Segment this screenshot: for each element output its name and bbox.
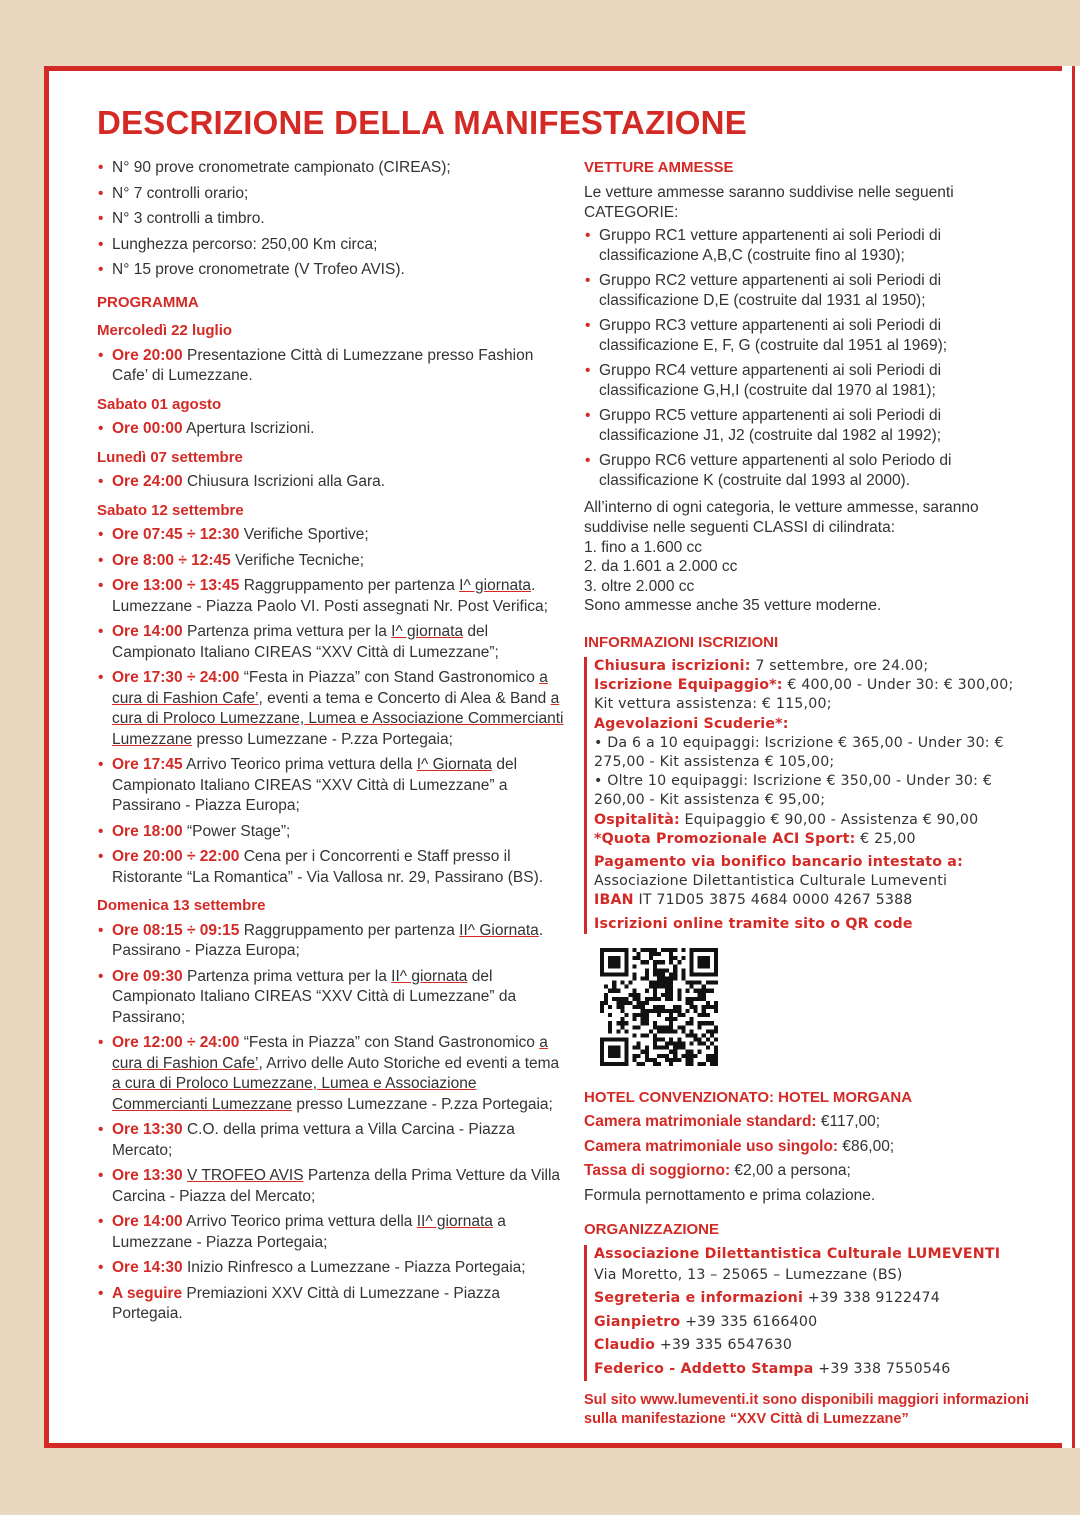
item-text: a Lumezzane - Piazza Portegaia; (112, 1213, 506, 1251)
classe-item: 2. da 1.601 a 2.000 cc (584, 558, 738, 575)
item-text: presso Lumezzane - P.zza Portegaia; (192, 730, 453, 748)
item-text: Arrivo Teorico prima vettura della (182, 756, 417, 773)
hotel-line: Formula pernottamento e prima colazione. (584, 1186, 876, 1204)
underlined-text: a cura di Proloco Lumezzane, Lumea e Associazione Commercianti Lumezzane (112, 1075, 477, 1113)
hotel-line (584, 1112, 1044, 1133)
info-line: • Oltre 10 equipaggi: Iscrizione € 350,00 - Under 30: € 260,00 - Kit assistenza € 95,00; (594, 773, 993, 809)
time-label: Ore 24:00 (112, 473, 183, 490)
hotel-label: Camera matrimoniale uso singolo: (584, 1137, 839, 1155)
hotel-label: Camera matrimoniale standard: (584, 1113, 817, 1131)
list-item (97, 346, 567, 387)
list-item: • Gruppo RC1 vetture appartenenti ai soli Periodi di classificazione A,B,C (costruite fino al 1930); (584, 226, 1044, 267)
org-contact (594, 1311, 1044, 1335)
contact-phone: +39 335 6547630 (655, 1337, 793, 1354)
underlined-text: I^ Giornata (416, 756, 493, 773)
info-label: Agevolazioni Scuderie*: (594, 715, 789, 732)
list-item (97, 847, 567, 888)
list-item (97, 472, 567, 493)
item-text: Partenza della Prima Vetture da Villa Carcina - Piazza del Mercato; (112, 1167, 561, 1205)
day-heading: Sabato 12 settembre (97, 501, 244, 519)
time-label: Ore 13:30 (112, 1121, 183, 1138)
info-label: Ospitalità: (594, 811, 680, 828)
time-label: Ore 20:00 (112, 346, 183, 364)
item-text: Cena per i Concorrenti e Staff presso il Ristorante “La Romantica” - Via Vallosa nr. 29, Passirano (BS). (112, 848, 544, 886)
programma-heading: PROGRAMMA (97, 293, 199, 311)
org-heading: ORGANIZZAZIONE (584, 1221, 719, 1239)
day-heading: Lunedì 07 settembre (97, 448, 243, 466)
time-label: Ore 12:00 ÷ 24:00 (112, 1034, 240, 1051)
contact-label: Claudio (594, 1337, 656, 1354)
item-text: , eventi a tema e Concerto di Alea & Band (258, 689, 551, 707)
org-contact (594, 1287, 1044, 1311)
time-label: Ore 07:45 ÷ 12:30 (112, 526, 240, 543)
hotel-value: €2,00 a persona; (730, 1162, 851, 1180)
list-item: • N° 3 controlli a timbro. (97, 209, 567, 230)
day-heading: Mercoledì 22 luglio (97, 322, 233, 339)
item-text: presso Lumezzane - P.zza Portegaia; (292, 1095, 553, 1113)
item-text: Raggruppamento per partenza (239, 577, 460, 594)
item-text: Partenza prima vettura per la (182, 967, 392, 985)
list-item (97, 1033, 567, 1115)
list-item (97, 967, 567, 1029)
item-text: . Lumezzane - Piazza Paolo VI. Posti assegnati Nr. Post Verifica; (112, 577, 548, 615)
list-item (97, 576, 567, 617)
time-label: Ore 00:00 (112, 420, 183, 437)
classi-intro: All’interno di ogni categoria, le vetture ammesse, saranno suddivise nelle seguenti CLASSI di cilindrata: (584, 498, 979, 536)
info-line: Kit vettura assistenza: € 115,00; (594, 696, 832, 713)
list-item (97, 1258, 567, 1279)
org-contact (594, 1358, 1044, 1382)
footer-note: Sul sito www.lumeventi.it sono disponibili maggiori informazioni sulla manifestazione “XXV Città di Lumezzane” (584, 1392, 1029, 1428)
list-item: • N° 90 prove cronometrate campionato (CIREAS); (97, 158, 567, 179)
classe-item: 3. oltre 2.000 cc (584, 577, 695, 595)
contact-label: Segreteria e informazioni (594, 1290, 804, 1307)
item-text: . Passirano - Piazza Europa; (112, 921, 544, 959)
list-item (97, 1166, 567, 1207)
time-label: Ore 13:30 (112, 1167, 183, 1184)
org-box (584, 1245, 1044, 1382)
time-label: Ore 14:00 (112, 623, 183, 640)
time-label: Ore 17:45 (112, 756, 183, 773)
item-text: Apertura Iscrizioni. (182, 420, 315, 437)
hotel-value: €117,00; (816, 1113, 881, 1131)
underlined-text: I^ giornata (391, 623, 464, 640)
list-item: • Lunghezza percorso: 250,00 Km circa; (97, 235, 567, 256)
info-line (594, 891, 1044, 910)
time-label: Ore 08:15 ÷ 09:15 (112, 921, 240, 939)
list-item (97, 419, 567, 440)
list-item (97, 1212, 567, 1253)
contact-phone: +39 338 7550546 (813, 1360, 951, 1377)
list-item (97, 1284, 567, 1325)
hotel-heading: HOTEL CONVENZIONATO: HOTEL MORGANA (584, 1088, 913, 1106)
underlined-text: a cura di Fashion Cafe’ (112, 1034, 548, 1072)
info-label: Iscrizioni online tramite sito o QR code (594, 915, 913, 932)
page-title: DESCRIZIONE DELLA MANIFESTAZIONE (97, 104, 747, 141)
list-item (97, 551, 567, 572)
item-text: , Arrivo delle Auto Storiche ed eventi a tema (258, 1054, 560, 1072)
vetture-intro: Le vetture ammesse saranno suddivise nelle seguenti CATEGORIE: (584, 183, 954, 221)
list-item: • Gruppo RC2 vetture appartenenti ai soli Periodi di classificazione D,E (costruite dal 1931 al 1950); (584, 271, 1044, 312)
item-text: Inizio Rinfresco a Lumezzane - Piazza Portegaia; (182, 1259, 526, 1276)
moderne-note: Sono ammesse anche 35 vetture moderne. (584, 597, 882, 614)
org-contact (594, 1334, 1044, 1358)
time-label: Ore 8:00 ÷ 12:45 (112, 551, 231, 569)
item-text: del Campionato Italiano CIREAS “XXV Città di Lumezzane” a Passirano - Piazza Europa; (112, 756, 518, 814)
hotel-line (584, 1137, 1044, 1158)
iscrizioni-box (584, 657, 1044, 934)
info-line (594, 811, 1044, 830)
underlined-text: V TROFEO AVIS (186, 1167, 304, 1184)
list-item (97, 921, 567, 962)
time-label: Ore 09:30 (112, 967, 183, 985)
list-item: • Gruppo RC4 vetture appartenenti ai soli Periodi di classificazione G,H,I (costruite dal 1970 al 1981); (584, 361, 1044, 402)
list-item: • N° 7 controlli orario; (97, 184, 567, 205)
info-value: € 25,00 (855, 830, 916, 847)
list-item: • Gruppo RC5 vetture appartenenti ai soli Periodi di classificazione J1, J2 (costruite dal 1982 al 1992); (584, 406, 1044, 447)
item-text: Partenza prima vettura per la (182, 623, 392, 640)
list-item (97, 668, 567, 750)
item-text: del Campionato Italiano CIREAS “XXV Città di Lumezzane”; (112, 623, 499, 661)
info-value: € 400,00 - Under 30: € 300,00; (782, 677, 1014, 694)
info-line (594, 830, 1044, 849)
item-text: Presentazione Città di Lumezzane presso Fashion Cafe’ di Lumezzane. (112, 346, 534, 384)
underlined-text: I^ giornata (459, 577, 532, 594)
list-item (97, 755, 567, 817)
time-label: Ore 13:00 ÷ 13:45 (112, 577, 240, 594)
item-text: del Campionato Italiano CIREAS “XXV Città di Lumezzane” da Passirano; (112, 967, 517, 1026)
list-item (97, 822, 567, 843)
hotel-label: Tassa di soggiorno: (584, 1162, 731, 1180)
item-text: “Festa in Piazza” con Stand Gastronomico (239, 669, 540, 686)
classe-item: 1. fino a 1.600 cc (584, 538, 703, 556)
item-text: “Power Stage”; (182, 822, 291, 840)
list-item: • Gruppo RC6 vetture appartenenti al solo Periodo di classificazione K (costruite dal 1993 al 2000). (584, 451, 1044, 492)
left-column (97, 158, 567, 1330)
underlined-text: a cura di Fashion Cafe’ (112, 669, 548, 707)
underlined-text: a cura di Proloco Lumezzane, Lumea e Associazione Commercianti Lumezzane (112, 689, 564, 748)
info-value: Equipaggio € 90,00 - Assistenza € 90,00 (679, 811, 979, 828)
info-line (594, 676, 1044, 695)
list-item: • Gruppo RC3 vetture appartenenti ai soli Periodi di classificazione E, F, G (costruite dal 1951 al 1969); (584, 316, 1044, 357)
hotel-line (584, 1161, 1044, 1182)
info-label: Iscrizione Equipaggio*: (594, 677, 783, 694)
contact-label: Gianpietro (594, 1313, 681, 1330)
item-text: Raggruppamento per partenza (239, 921, 460, 939)
info-line: • Da 6 a 10 equipaggi: Iscrizione € 365,00 - Under 30: € 275,00 - Kit assistenza € 105,00; (594, 734, 1004, 771)
iscrizioni-heading: INFORMAZIONI ISCRIZIONI (584, 633, 779, 651)
day-heading: Domenica 13 settembre (97, 897, 266, 914)
info-label: IBAN (594, 892, 634, 909)
info-value: IT 71D05 3875 4684 0000 4267 5388 (633, 892, 913, 909)
time-label: Ore 20:00 ÷ 22:00 (112, 848, 240, 865)
contact-label: Federico - Addetto Stampa (594, 1360, 814, 1377)
item-text: Premiazioni XXV Città di Lumezzane - Piazza Portegaia. (112, 1284, 500, 1322)
list-item (97, 622, 567, 663)
item-text: Arrivo Teorico prima vettura della (182, 1213, 417, 1230)
item-text: Chiusura Iscrizioni alla Gara. (182, 473, 386, 490)
time-label: A seguire (112, 1284, 183, 1302)
contact-phone: +39 338 9122474 (803, 1290, 940, 1307)
underlined-text: II^ Giornata (459, 921, 539, 939)
item-text: “Festa in Piazza” con Stand Gastronomico (239, 1034, 540, 1051)
time-label: Ore 14:30 (112, 1259, 183, 1276)
time-label: Ore 18:00 (112, 822, 183, 840)
qr-code-icon[interactable] (600, 948, 718, 1066)
hotel-value: €86,00; (838, 1137, 895, 1155)
day-heading: Sabato 01 agosto (97, 395, 222, 413)
underlined-text: II^ giornata (416, 1213, 493, 1230)
intro-list (97, 158, 567, 281)
info-value: 7 settembre, ore 24.00; (750, 658, 929, 674)
info-line: Associazione Dilettantistica Culturale Lumeventi (594, 873, 948, 890)
org-address: Via Moretto, 13 – 25065 – Lumezzane (BS) (594, 1266, 903, 1283)
info-line (594, 657, 1044, 676)
contact-phone: +39 335 6166400 (680, 1313, 818, 1330)
list-item (97, 525, 567, 546)
time-label: Ore 14:00 (112, 1213, 183, 1230)
item-text: C.O. della prima vettura a Villa Carcina - Piazza Mercato; (112, 1121, 515, 1159)
info-label: Chiusura iscrizioni: (594, 658, 751, 674)
time-label: Ore 17:30 ÷ 24:00 (112, 669, 240, 686)
info-label: *Quota Promozionale ACI Sport: (594, 830, 856, 847)
right-border (1062, 66, 1080, 1448)
item-text: Verifiche Sportive; (239, 526, 369, 543)
item-text: Verifiche Tecniche; (230, 551, 365, 569)
org-name: Associazione Dilettantistica Culturale LUMEVENTI (594, 1245, 1001, 1262)
info-label: Pagamento via bonifico bancario intestato a: (594, 854, 963, 871)
list-item: • N° 15 prove cronometrate (V Trofeo AVIS). (97, 260, 567, 281)
underlined-text: II^ giornata (391, 967, 468, 985)
list-item (97, 1120, 567, 1161)
vetture-heading: VETTURE AMMESSE (584, 159, 734, 176)
right-column (584, 158, 1044, 1429)
groups-list (584, 226, 1044, 492)
